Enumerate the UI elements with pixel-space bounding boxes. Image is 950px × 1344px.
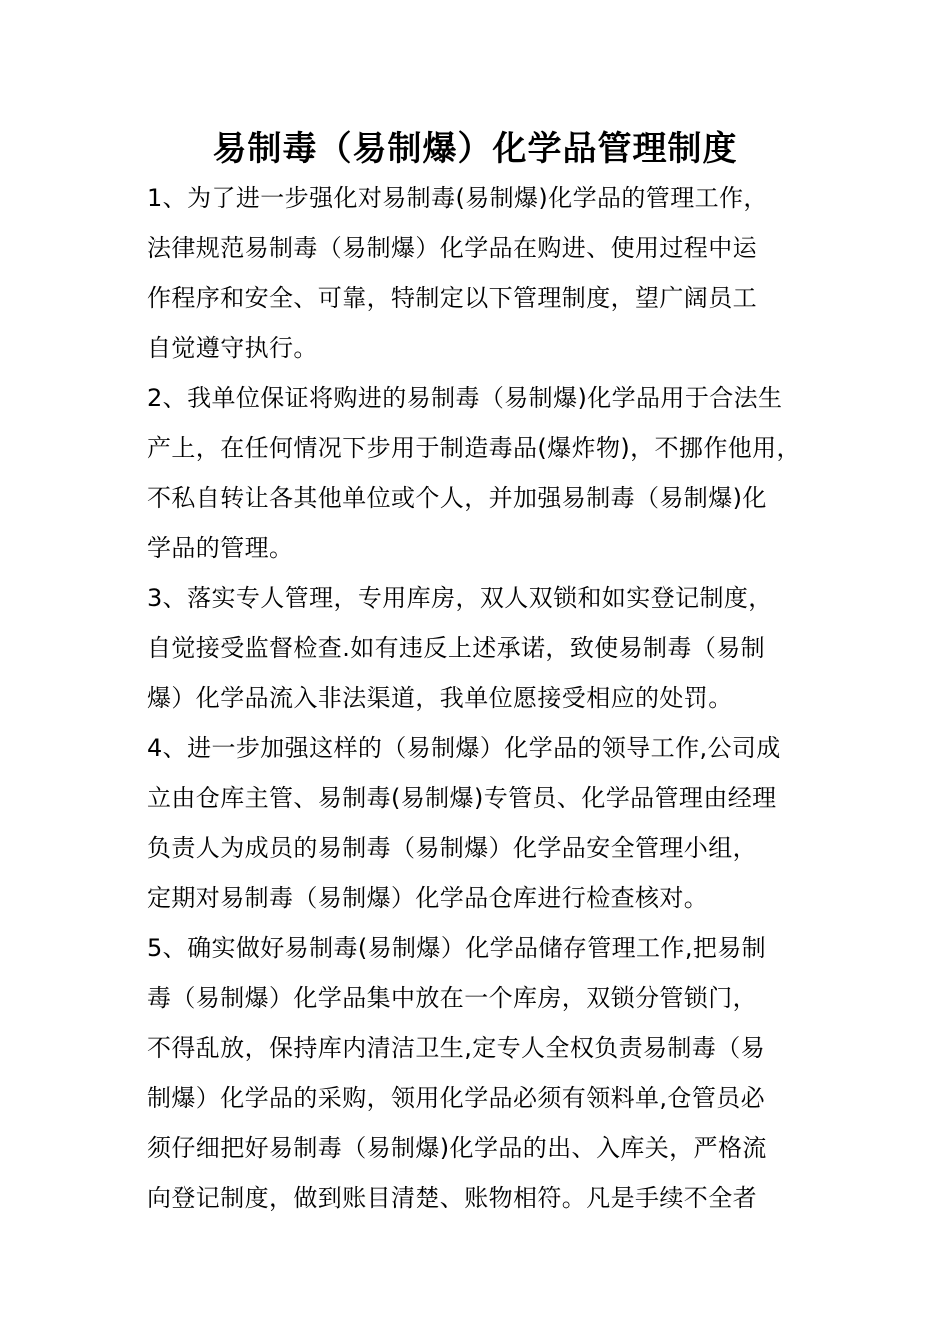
- text-line-14: 负责人为成员的易制毒（易制爆）化学品安全管理小组，: [147, 834, 757, 862]
- text-line-5: 2、我单位保证将购进的易制毒（易制爆)化学品用于合法生: [147, 384, 783, 412]
- text-line-9: 3、落实专人管理，专用库房，双人双锁和如实登记制度，: [147, 584, 773, 612]
- text-line-19: 制爆）化学品的采购，领用化学品必须有领料单,仓管员必: [147, 1084, 766, 1112]
- text-line-4: 自觉遵守执行。: [147, 334, 318, 362]
- text-line-3: 作程序和安全、可靠，特制定以下管理制度，望广阔员工: [147, 284, 757, 312]
- text-line-7: 不私自转让各其他单位或个人，并加强易制毒（易制爆)化: [147, 484, 767, 512]
- text-line-8: 学品的管理。: [147, 534, 294, 562]
- text-line-11: 爆）化学品流入非法渠道，我单位愿接受相应的处罚。: [147, 684, 733, 712]
- text-line-13: 立由仓库主管、易制毒(易制爆)专管员、化学品管理由经理: [147, 784, 777, 812]
- text-line-2: 法律规范易制毒（易制爆）化学品在购进、使用过程中运: [147, 234, 757, 262]
- document-title: 易制毒（易制爆）化学品管理制度: [212, 129, 738, 169]
- text-line-18: 不得乱放，保持库内清洁卫生,定专人全权负责易制毒（易: [147, 1034, 766, 1062]
- text-line-15: 定期对易制毒（易制爆）化学品仓库进行检查核对。: [147, 884, 709, 912]
- text-line-12: 4、进一步加强这样的（易制爆）化学品的领导工作,公司成: [147, 734, 781, 762]
- text-line-21: 向登记制度，做到账目清楚、账物相符。凡是手续不全者: [147, 1184, 757, 1212]
- text-line-6: 产上，在任何情况下步用于制造毒品(爆炸物)，不挪作他用，: [147, 434, 801, 462]
- text-line-1: 1、为了进一步强化对易制毒(易制爆)化学品的管理工作，: [147, 184, 768, 212]
- text-line-17: 毒（易制爆）化学品集中放在一个库房，双锁分管锁门，: [147, 984, 757, 1012]
- text-line-16: 5、确实做好易制毒(易制爆）化学品储存管理工作,把易制: [147, 934, 767, 962]
- text-line-10: 自觉接受监督检查.如有违反上述承诺，致使易制毒（易制: [147, 634, 766, 662]
- text-line-20: 须仔细把好易制毒（易制爆)化学品的出、入库关，严格流: [147, 1134, 767, 1162]
